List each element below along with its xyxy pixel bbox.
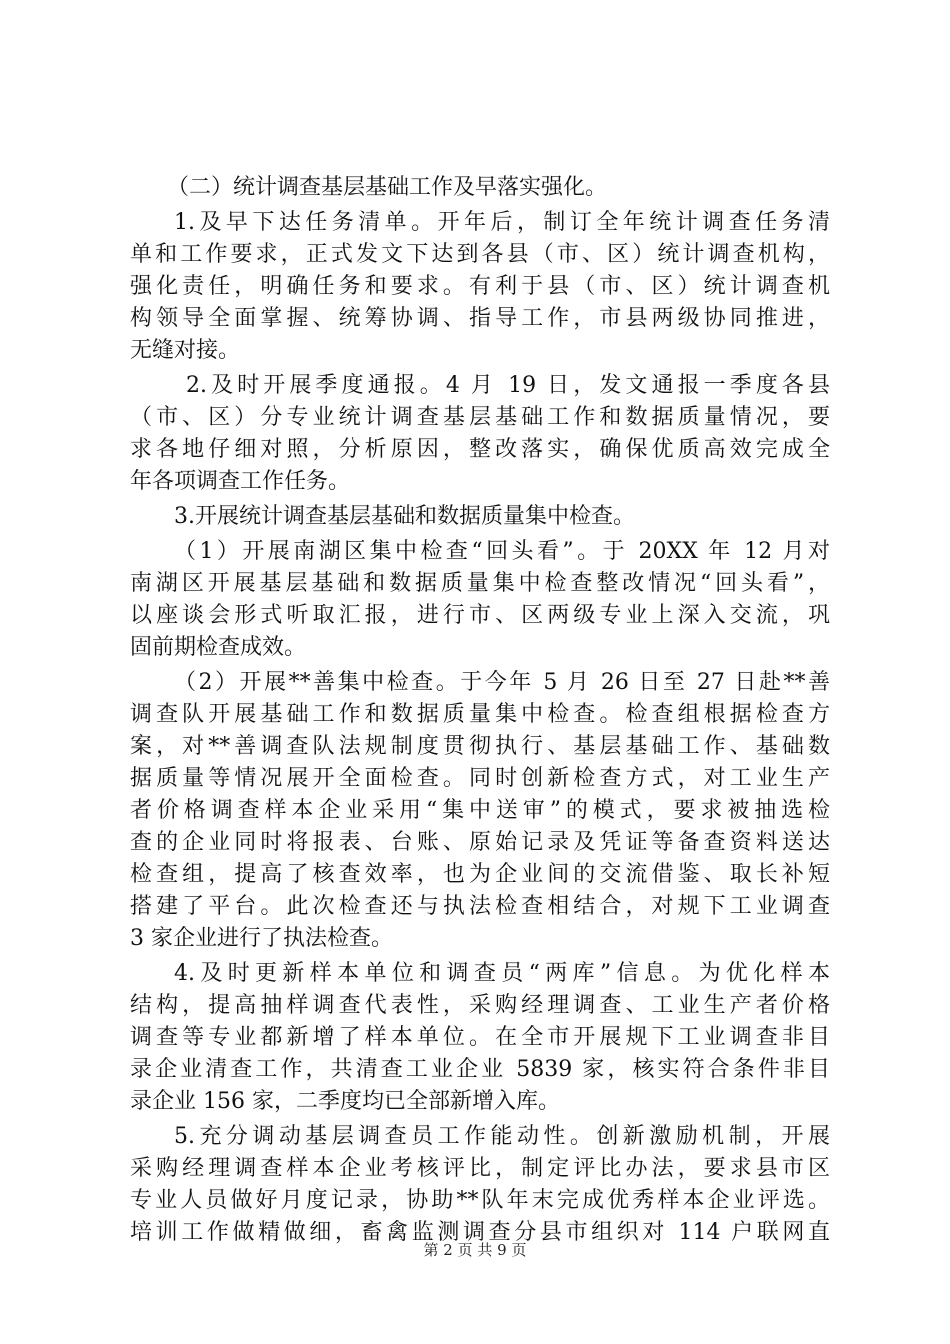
page-footer: 第 2 页 共 9 页 <box>423 1241 527 1259</box>
text-line: 调查等专业都新增了样本单位。在全市开展规下工业调查非目 <box>130 1025 830 1050</box>
text-line: 3 家企业进行了执法检查。 <box>130 926 393 951</box>
text-line: 单和工作要求，正式发文下达到各县（市、区）统计调查机构， <box>130 242 830 267</box>
text-line: 年各项调查工作任务。 <box>130 469 351 494</box>
text-line: 南湖区开展基层基础和数据质量集中检查整改情况“回头看”， <box>130 571 830 596</box>
text-line: 构领导全面掌握、统筹协调、指导工作，市县两级协同推进， <box>130 306 830 331</box>
text-line: 专业人员做好月度记录，协助**队年末完成优秀样本企业评选。 <box>130 1188 830 1213</box>
text-line: 者价格调查样本企业采用“集中送审”的模式，要求被抽选检 <box>130 798 830 823</box>
text-line: 5.充分调动基层调查员工作能动性。创新激励机制，开展 <box>174 1124 830 1149</box>
paragraph <box>130 536 830 664</box>
text-line: 调查队开展基础工作和数据质量集中检查。检查组根据检查方 <box>130 702 830 727</box>
paragraph <box>130 172 830 204</box>
text-line: 录企业 156 家，二季度均已全部新增入库。 <box>130 1089 560 1114</box>
text-line: （2）开展**善集中检查。于今年 5 月 26 日至 27 日赴**善 <box>174 670 830 695</box>
text-line: 结构，提高抽样调查代表性，采购经理调查、工业生产者价格 <box>130 993 830 1018</box>
text-line: 1.及早下达任务清单。开年后，制订全年统计调查任务清 <box>174 210 830 235</box>
text-line: 培训工作做精做细，畜禽监测调查分县市组织对 114 户联网直 <box>130 1220 830 1245</box>
text-line: 3.开展统计调查基层基础和数据质量集中检查。 <box>174 504 635 529</box>
text-line: 以座谈会形式听取汇报，进行市、区两级专业上深入交流，巩 <box>130 603 830 628</box>
paragraph <box>130 667 830 955</box>
text-line: 案，对**善调查队法规制度贯彻执行、基层基础工作、基础数 <box>130 734 830 759</box>
text-line: 录企业清查工作，共清查工业企业 5839 家，核实符合条件非目 <box>130 1057 830 1082</box>
text-line: 无缝对接。 <box>130 338 241 363</box>
paragraph <box>130 501 830 533</box>
text-line: 搭建了平台。此次检查还与执法检查相结合，对规下工业调查 <box>130 894 830 919</box>
text-line: （二）统计调查基层基础工作及早落实强化。 <box>167 175 608 200</box>
text-line: 4.及时更新样本单位和调查员“两库”信息。为优化样本 <box>174 961 830 986</box>
text-line: （1）开展南湖区集中检查“回头看”。于 20XX 年 12 月对 <box>174 539 830 564</box>
text-line: 检查组，提高了核查效率，也为企业间的交流借鉴、取长补短 <box>130 862 830 887</box>
text-line: 固前期检查成效。 <box>130 635 307 660</box>
document-body <box>130 172 830 1252</box>
paragraph <box>130 1121 830 1249</box>
paragraph <box>130 370 830 498</box>
text-line: 强化责任，明确任务和要求。有利于县（市、区）统计调查机 <box>130 274 830 299</box>
text-line: 查的企业同时将报表、台账、原始记录及凭证等备查资料送达 <box>130 830 830 855</box>
paragraph <box>130 958 830 1118</box>
text-line: （市、区）分专业统计调查基层基础工作和数据质量情况，要 <box>130 405 830 430</box>
text-line: 采购经理调查样本企业考核评比，制定评比办法，要求县市区 <box>130 1156 830 1181</box>
text-line: 求各地仔细对照，分析原因，整改落实，确保优质高效完成全 <box>130 437 830 462</box>
paragraph <box>130 207 830 367</box>
text-line: 2.及时开展季度通报。4 月 19 日，发文通报一季度各县 <box>186 373 830 398</box>
text-line: 据质量等情况展开全面检查。同时创新检查方式，对工业生产 <box>130 766 830 791</box>
